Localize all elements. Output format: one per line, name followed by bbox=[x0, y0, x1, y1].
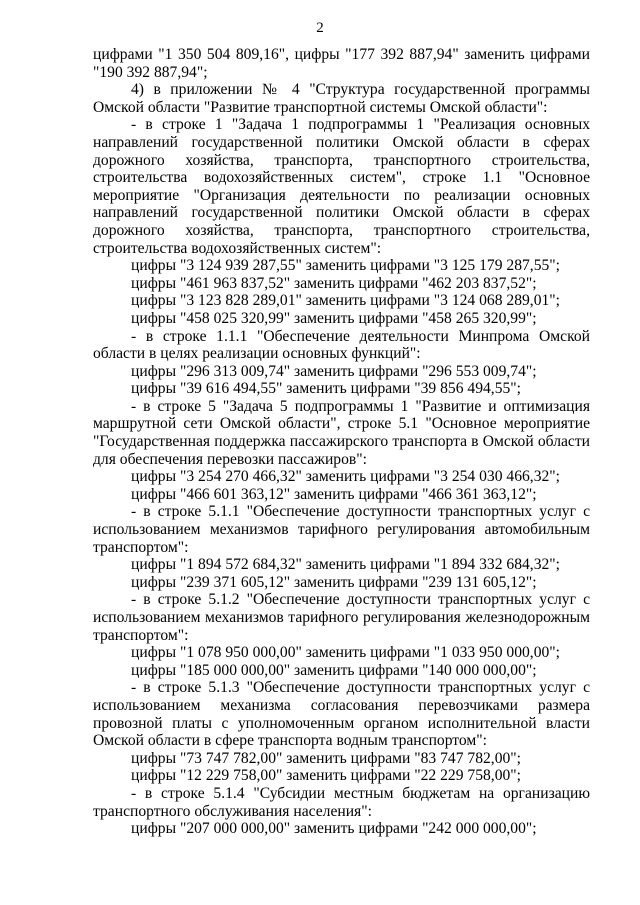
paragraph: цифры "185 000 000,00" заменить цифрами "140 000 000,00"; bbox=[131, 661, 537, 679]
paragraph: - в строке 1.1.1 "Обеспечение деятельности Минпрома Омской области в целях реализации основных функций": bbox=[93, 327, 590, 363]
paragraph: - в строке 5.1.3 "Обеспечение доступности транспортных услуг с использованием механизма согласования перевозчиками размера провозной платы с уполномоченным органом исполнительной власти Омской области в сфере транспорта водным транспортом": bbox=[93, 679, 590, 750]
paragraph: - в строке 5 "Задача 5 подпрограммы 1 "Развитие и оптимизация маршрутной сети Омской области", строке 5.1 "Основное мероприятие "Государственная поддержка пассажирского транспорта в Омской области для обеспечения перевозки пассажиров": bbox=[93, 397, 590, 468]
paragraph: цифры "39 616 494,55" заменить цифрами "39 856 494,55"; bbox=[131, 380, 521, 398]
paragraph: цифры "207 000 000,00" заменить цифрами "242 000 000,00"; bbox=[131, 820, 537, 838]
paragraph: цифры "239 371 605,12" заменить цифрами "239 131 605,12"; bbox=[131, 573, 537, 591]
paragraph: цифрами "1 350 504 809,16", цифры "177 392 887,94" заменить цифрами "190 392 887,94"; bbox=[93, 46, 590, 81]
paragraph: цифры "458 025 320,99" заменить цифрами "458 265 320,99"; bbox=[131, 309, 537, 327]
paragraph: цифры "73 747 782,00" заменить цифрами "83 747 782,00"; bbox=[131, 749, 521, 767]
paragraph: цифры "1 894 572 684,32" заменить цифрами "1 894 332 684,32"; bbox=[131, 556, 560, 574]
paragraph: - в строке 5.1.4 "Субсидии местным бюджетам на организацию транспортного обслуживания населения": bbox=[93, 784, 590, 820]
paragraph: - в строке 5.1.1 "Обеспечение доступности транспортных услуг с использованием механизмов тарифного регулирования автомобильным транспортом": bbox=[93, 503, 590, 556]
paragraph: - в строке 5.1.2 "Обеспечение доступности транспортных услуг с использованием механизмов тарифного регулирования железнодорожным транспортом": bbox=[93, 591, 590, 644]
page-number: 2 bbox=[316, 20, 324, 36]
paragraph: 4) в приложении № 4 "Структура государственной программы Омской области "Развитие транспортной системы Омской области": bbox=[93, 81, 590, 116]
paragraph: цифры "466 601 363,12" заменить цифрами "466 361 363,12"; bbox=[131, 485, 537, 503]
paragraph: цифры "1 078 950 000,00" заменить цифрами "1 033 950 000,00"; bbox=[131, 644, 560, 662]
paragraph: цифры "3 254 270 466,32" заменить цифрами "3 254 030 466,32"; bbox=[131, 468, 560, 486]
paragraph: цифры "296 313 009,74" заменить цифрами "296 553 009,74"; bbox=[131, 362, 537, 380]
paragraph: цифры "461 963 837,52" заменить цифрами "462 203 837,52"; bbox=[131, 274, 537, 292]
paragraph: цифры "3 124 939 287,55" заменить цифрами "3 125 179 287,55"; bbox=[131, 257, 560, 275]
document-body bbox=[93, 46, 590, 838]
paragraph: цифры "3 123 828 289,01" заменить цифрами "3 124 068 289,01"; bbox=[131, 292, 560, 310]
paragraph: - в строке 1 "Задача 1 подпрограммы 1 "Реализация основных направлений государственной политики Омской области в сферах дорожного хозяйства, транспорта, транспортного строительства, строительства водохозяйственных систем", строке 1.1 "Основное мероприятие "Организация деятельности по реализации основных направлений государственной политики Омской области в сферах дорожного хозяйства, транспорта, транспортного строительства, строительства водохозяйственных систем": bbox=[93, 116, 590, 257]
paragraph: цифры "12 229 758,00" заменить цифрами "22 229 758,00"; bbox=[131, 767, 521, 785]
